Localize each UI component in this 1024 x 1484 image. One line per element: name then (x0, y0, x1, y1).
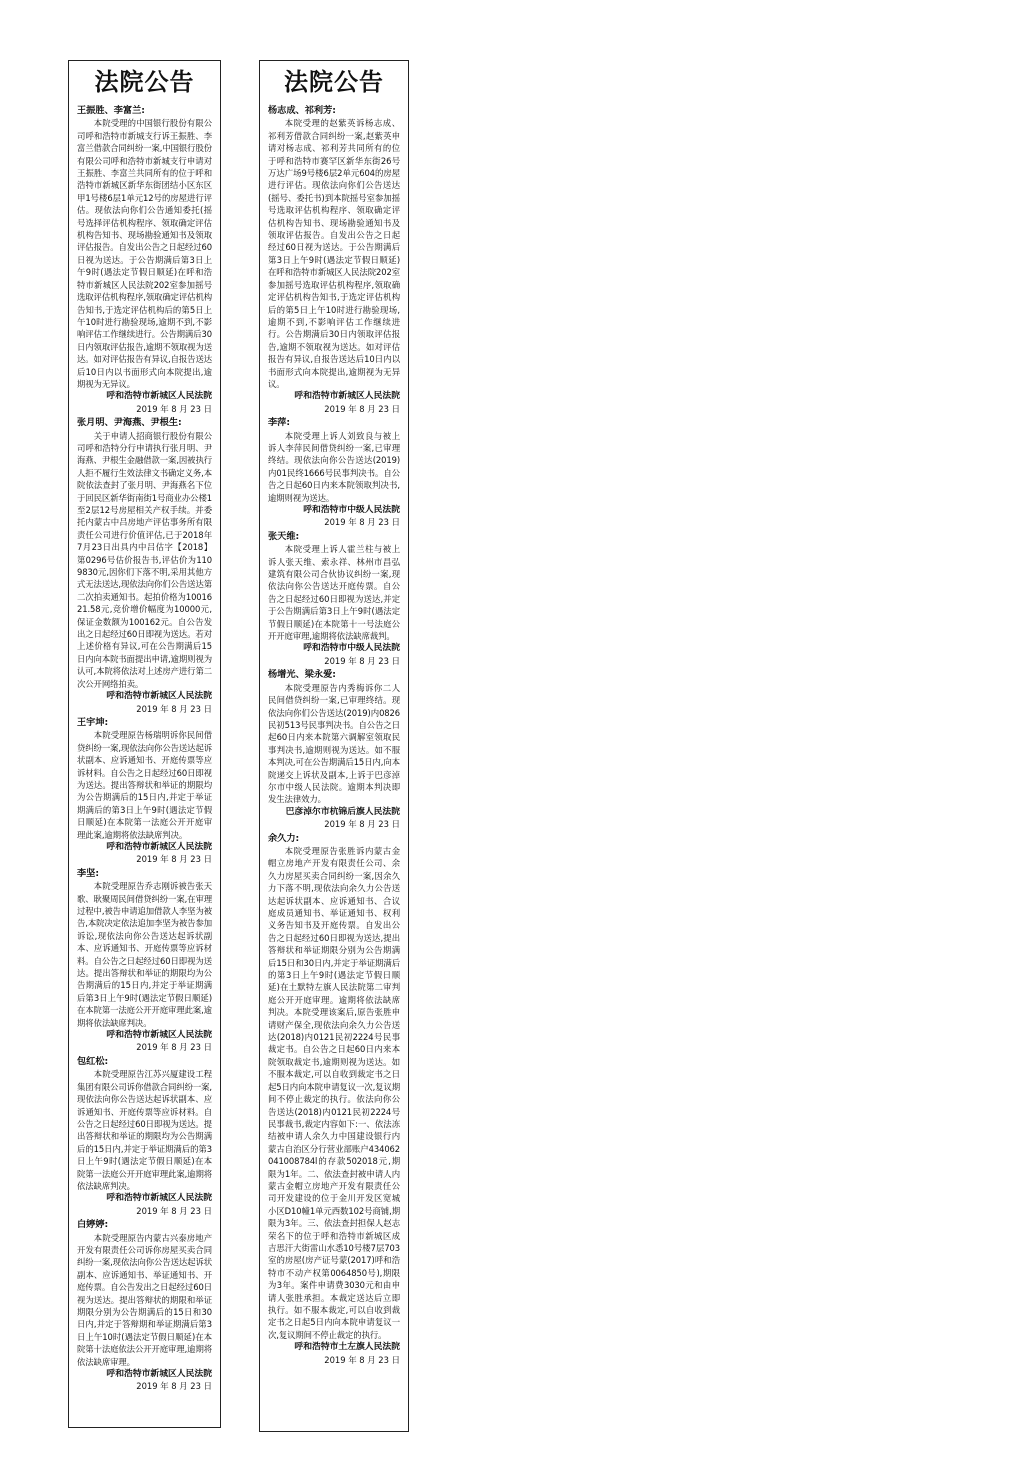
notice-column-left (68, 60, 221, 1428)
notice-court: 呼和浩特市中级人民法院 (303, 505, 400, 515)
notice-court: 呼和浩特市新城区人民法院 (106, 1369, 212, 1380)
notice-item (268, 417, 400, 529)
notice-addressee: 张天维: (268, 530, 300, 542)
notice-addressee: 包红松: (77, 1055, 109, 1067)
notice-addressee: 余久力: (268, 832, 300, 844)
notice-addressee: 李坚: (77, 867, 100, 879)
notice-body: 本院受理原告乔志刚诉被告张天歌、耿聚周民间借贷纠纷一案,在审理过程中,被告申请追加借款人李坚为被告,本院决定依法追加李坚为被告参加诉讼,现依法向你公告送达起诉状副本、应诉通知书、开庭传票等应诉材料。自公告之日起经过60日即视为送达。提出答辩状和举证的期限均为公告期满后的15日内,并定于举证期满后第3日上午9时(遇法定节假日顺延)在本院第一法庭公开开庭审理此案,逾期将依法缺席判决。 (77, 881, 212, 1028)
notice-addressee: 王振胜、李富兰: (77, 105, 145, 116)
notice-court: 呼和浩特市新城区人民法院 (106, 841, 212, 852)
notice-date: 2019 年 8 月 23 日 (136, 1205, 212, 1216)
notice-item (268, 531, 400, 667)
notice-court: 呼和浩特市新城区人民法院 (106, 391, 212, 402)
notice-date: 2019 年 8 月 23 日 (136, 854, 212, 865)
notice-date: 2019 年 8 月 23 日 (324, 655, 400, 666)
notice-court: 巴彦淖尔市杭锦后旗人民法院 (285, 806, 400, 817)
column-title: 法院公告 (94, 68, 195, 96)
notice-court: 呼和浩特市新城区人民法院 (106, 1030, 212, 1041)
notice-court: 呼和浩特市新城区人民法院 (106, 1193, 212, 1204)
notice-court: 呼和浩特市新城区人民法院 (294, 391, 400, 402)
notice-item (77, 417, 212, 715)
notice-date: 2019 年 8 月 23 日 (324, 819, 400, 830)
notice-item (77, 105, 212, 415)
notice-addressee: 杨增光、梁永爱: (268, 669, 336, 681)
notice-item (268, 833, 400, 1366)
notice-body: 本院受理的赵紫英诉杨志成、祁利芳借款合同纠纷一案,赵紫英申请对杨志成、祁利芳共同所有的位于呼和浩特市赛罕区新华东街26号万达广场9号楼6层2单元604的房屋进行评估。现依法向你们公告送达(摇号、委托书)到本院摇号室参加摇号选取评估机构程序、领取确定评估机构告知书、现场勘验通知书及领取评估报告。自发出公告之日起经过60日视为送达。于公告期满后第3日上午9时(遇法定节假日顺延)在呼和浩特市新城区人民法院202室参加摇号选取评估机构程序,领取确定评估机构告知书,于选定评估机构后的第5日上午10时进行勘验现场,逾期不到,不影响评估工作继续进行。公告期满后30日内领取评估报告,逾期不领取视为送达。如对评估报告有异议,自报告送达后10日内以书面形式向本院提出,逾期视为无异议。 (268, 118, 400, 389)
notice-column-right (259, 60, 409, 1432)
notice-item (77, 1219, 212, 1393)
notice-addressee: 杨志成、祁利芳: (268, 105, 336, 116)
notice-date: 2019 年 8 月 23 日 (136, 403, 212, 414)
notice-addressee: 李萍: (268, 417, 291, 429)
notice-date: 2019 年 8 月 23 日 (136, 1042, 212, 1053)
notice-court: 呼和浩特市中级人民法院 (303, 643, 400, 654)
notice-addressee: 王宇坤: (77, 716, 109, 728)
notice-date: 2019 年 8 月 23 日 (324, 517, 400, 528)
notice-date: 2019 年 8 月 23 日 (136, 703, 212, 714)
notice-body: 本院受理原告内秀梅诉你二人民间借贷纠纷一案,已审理终结。现依法向你们公告送达(2019)内0826民初513号民事判决书。自公告之日起60日内来本院第六调解室领取民事判决书,逾期则视为送达。如不服本判决,可在公告期满后15日内,向本院递交上诉状及副本,上诉于巴彦淖尔市中级人民法院。逾期本判决即发生法律效力。 (268, 682, 400, 805)
notice-body: 本院受理原告杨瑞明诉你民间借贷纠纷一案,现依法向你公告送达起诉状副本、应诉通知书、开庭传票等应诉材料。自公告之日起经过60日即视为送达。提出答辩状和举证的期限均为公告期满后的15日内,并定于举证期满后的第3日上午9时(遇法定节假日顺延)在本院第一法庭公开开庭审理此案,逾期将依法缺席判决。 (77, 730, 212, 840)
notice-item (77, 868, 212, 1054)
notice-body: 本院受理原告江苏兴厦建设工程集团有限公司诉你借款合同纠纷一案,现依法向你公告送达起诉状副本、应诉通知书、开庭传票等应诉材料。自公告之日起经过60日即视为送达。提出答辩状和举证的期限均为公告期满后的15日内,并定于举证期满后的第3日上午9时(遇法定节假日顺延)在本院第一法庭公开开庭审理此案,逾期将依法缺席判决。 (77, 1069, 212, 1191)
notice-date: 2019 年 8 月 23 日 (324, 1354, 400, 1365)
notice-addressee: 白婷婷: (77, 1219, 109, 1231)
notice-body: 本院受理原告张胜诉内蒙古金帽立房地产开发有限责任公司、余久力房屋买卖合同纠纷一案,因余久力下落不明,现依法向余久力公告送达起诉状副本、应诉通知书、合议庭成员通知书、举证通知书、权利义务告知书及开庭传票。自发出公告之日起经过60日即视为送达,提出答辩状和举证期限分别为公告期满后15日和30日内,并定于举证期满后的第3日上午9时(遇法定节假日顺延)在土默特左旗人民法院第二审判庭公开开庭审理。逾期将依法缺席判决。本院受理该案后,原告张胜申请财产保全,现依法向余久力公告送达(2018)内0121民初2224号民事裁定书。自公告之日起60日内来本院领取裁定书,逾期则视为送达。如不服本裁定,可以自收到裁定书之日起5日内向本院申请复议一次,复议期间不停止裁定的执行。依法向你公告送达(2018)内0121民初2224号民事裁书,裁定内容如下:一、依法冻结被申请人余久力中国建设银行内蒙古自治区分行营业部账户434062041008784l的存款502018元,期限为1年。二、依法查封被申请人内蒙古金帽立房地产开发有限责任公司开发建设的位于金川开发区宽城小区D10幢1单元西数102号商铺,期限为3年。三、依法查封担保人赵志荣名下的位于呼和浩特市新城区成吉思汗大街雷山水悉10号楼7层703室的房屋(房产证号蒙(2017)呼和浩特市不动产权第0064850号),期限为3年。案件申请费3030元和由申请人张胜承担。本裁定送达后立即执行。如不服本裁定,可以自收到裁定书之日起5日内向本院申请复议一次,复议期间不停止裁定的执行。 (268, 845, 400, 1340)
notice-item (268, 669, 400, 830)
notice-item (268, 105, 400, 415)
notice-date: 2019 年 8 月 23 日 (324, 403, 400, 414)
notice-court: 呼和浩特市土左旗人民法院 (294, 1342, 400, 1353)
notice-body: 本院受理的中国银行股份有限公司呼和浩特市新城支行诉王振胜、李富兰借款合同纠纷一案,中国银行股份有限公司呼和浩特市新城支行申请对王振胜、李富兰共同所有的位于呼和浩特市新城区新华东街团结小区东区甲1号楼6层1单元12号的房屋进行评估。现依法向你们公告通知委托(摇号选择评估机构程序、领取确定评估机构告知书、现场勘验通知书及领取评估报告。自发出公告之日起经过60日视为送达。于公告期满后第3日上午9时(遇法定节假日顺延)在呼和浩特市新城区人民法院202室参加摇号选取评估机构程序,领取确定评估机构告知书,于选定评估机构后的第5日上午10时进行勘验现场,逾期不到,不影响评估工作继续进行。公告期满后30日内领取评估报告,逾期不领取视为送达。如对评估报告有异议,自报告送达后10日内以书面形式向本院提出,逾期视为无异议。 (77, 118, 212, 389)
notice-body: 本院受理上诉人刘致良与被上诉人李萍民间借贷纠纷一案,已审理终结。现依法向你公告送达(2019)内01民终1666号民事判决书。自公告之日起60日内来本院领取判决书,逾期则视为送达。 (268, 430, 400, 503)
notice-court: 呼和浩特市新城区人民法院 (106, 691, 212, 702)
notice-item (77, 1056, 212, 1217)
notice-addressee: 张月明、尹海燕、尹根生: (77, 417, 182, 429)
notice-item (77, 717, 212, 866)
notice-body: 本院受理原告内蒙古兴泰房地产开发有限责任公司诉你房屋买卖合同纠纷一案,现依法向你公告送达起诉状副本、应诉通知书、举证通知书、开庭传票。自公告发出之日起经过60日视为送达。提出答辩状的期限和举证期限分别为公告期满后的15日和30日内,并定于答辩期和举证期满后第3日上午10时(遇法定节假日顺延)在本院第十法庭依法公开开庭审理,逾期将依法缺席审理。 (77, 1232, 212, 1367)
column-title: 法院公告 (284, 68, 384, 96)
notice-body: 关于申请人招商银行股份有限公司呼和浩特分行申请执行张月明、尹海燕、尹根生金融借款一案,因被执行人拒不履行生效法律文书确定义务,本院依法查封了张月明、尹海燕名下位于回民区新华街南街1号商业办公楼1至2层12号房屋相关产权手续。并委托内蒙古中吕房地产评估事务所有限责任公司进行价值评估,已于2018年7月23日出具内中吕估字【2018】第0296号估价报告书,评估价为1109830元,因你们下落不明,采用其他方式无法送达,现依法向你们公告送达第二次拍卖通知书。起拍价格为1001621.58元,竞价增价幅度为10000元,保证金数额为100162元。自公告发出之日起经过60日即视为送达。若对上述价格有异议,可在公告期满后15日内向本院书面提出申请,逾期则视为认可,本院将依法对上述房产进行第二次公开网络拍卖。 (77, 430, 212, 689)
notice-date: 2019 年 8 月 23 日 (136, 1381, 212, 1392)
notice-body: 本院受理上诉人霍兰柱与被上诉人张天维、索永祥、林州市昌弘建筑有限公司合伙协议纠纷一案,现依法向你公告送达开庭传票。自公告之日起经过60日即视为送达,并定于公告期满后第3日上午9时(遇法定节假日顺延)在本院第十一号法庭公开开庭审理,逾期将依法缺席裁判。 (268, 544, 400, 642)
